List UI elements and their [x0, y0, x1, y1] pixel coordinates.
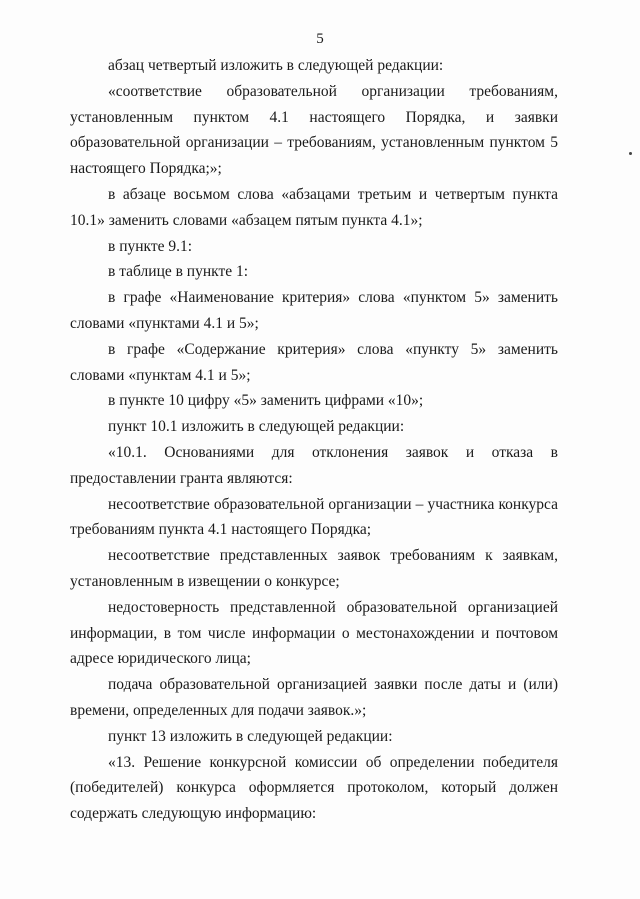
paragraph-7: в графе «Содержание критерия» слова «пункту 5» заменить словами «пунктам 4.1 и 5»; [70, 340, 558, 384]
scan-speck [629, 152, 632, 155]
page-number: 5 [316, 31, 324, 47]
document-body [70, 53, 558, 827]
paragraph-13: недостоверность представленной образовательной организацией информации, в том числе информации о местонахождении и почтовом адресе юридического лица; [70, 598, 558, 668]
paragraph-1: абзац четвертый изложить в следующей редакции: [108, 57, 444, 74]
paragraph-5: в таблице в пункте 1: [108, 263, 249, 281]
paragraph-11: несоответствие образовательной организации – участника конкурса требованиям пункта 4.1 настоящего Порядка; [70, 495, 558, 539]
paragraph-4: в пункте 9.1: [108, 237, 193, 255]
paragraph-8: в пункте 10 цифру «5» заменить цифрами «10»; [108, 392, 424, 410]
paragraph-12: несоответствие представленных заявок требованиям к заявкам, установленным в извещении о конкурсе; [70, 547, 558, 590]
paragraph-10: «10.1. Основаниями для отклонения заявок и отказа в предоставлении гранта являются: [70, 443, 558, 487]
paragraph-9: пункт 10.1 изложить в следующей редакции: [108, 418, 405, 436]
paragraph-2: «соответствие образовательной организации требованиям, установленным пунктом 4.1 настоящего Порядка, и заявки образовательной организации – требованиям, установленным пунктом 5 настоящего Порядка;»; [70, 82, 558, 178]
paragraph-16: «13. Решение конкурсной комиссии об определении победителя (победителей) конкурса оформляется протоколом, который должен содержать следующую информацию: [70, 753, 558, 823]
paragraph-15: пункт 13 изложить в следующей редакции: [108, 727, 393, 745]
paragraph-6: в графе «Наименование критерия» слова «пунктом 5» заменить словами «пунктами 4.1 и 5»; [70, 289, 558, 332]
paragraph-14: подача образовательной организацией заявки после даты и (или) времени, определенных для подачи заявок.»; [70, 676, 558, 719]
paragraph-3: в абзаце восьмом слова «абзацами третьим и четвертым пункта 10.1» заменить словами «абзацем пятым пункта 4.1»; [70, 185, 558, 229]
